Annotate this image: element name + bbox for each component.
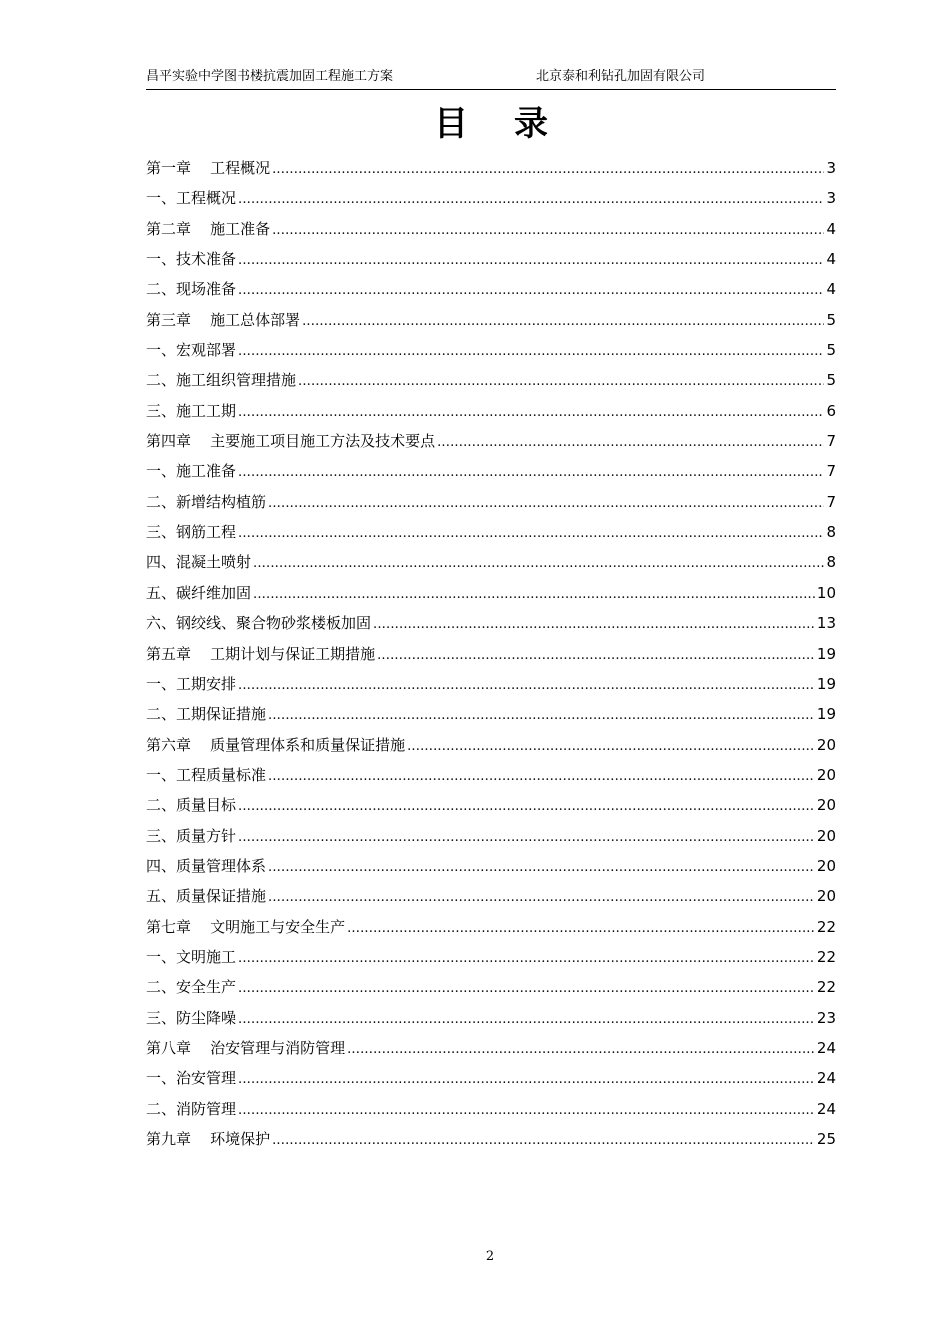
toc-entry-label: 一、工程概况	[146, 189, 237, 208]
toc-leader-dots	[268, 701, 815, 731]
toc-entry-label: 二、质量目标	[146, 796, 237, 815]
toc-leader-dots	[268, 853, 815, 883]
toc-leader-dots	[238, 337, 824, 367]
toc-entry-page: 4	[826, 250, 836, 269]
toc-entry-page: 22	[816, 978, 836, 997]
toc-leader-dots	[347, 914, 815, 944]
toc-leader-dots	[272, 216, 824, 246]
toc-entry-page: 20	[816, 765, 836, 784]
toc-leader-dots	[437, 428, 824, 458]
toc-leader-dots	[238, 519, 824, 549]
toc-leader-dots	[377, 641, 815, 671]
toc-leader-dots	[373, 610, 815, 640]
toc-leader-dots	[238, 1096, 815, 1126]
toc-entry-label: 一、文明施工	[146, 947, 237, 966]
toc-entry-label: 五、碳纤维加固	[146, 583, 252, 602]
toc-leader-dots	[268, 762, 815, 792]
toc-leader-dots	[347, 1035, 815, 1065]
toc-entry[interactable]	[146, 608, 836, 638]
toc-entry[interactable]	[146, 426, 836, 456]
toc-entry[interactable]	[146, 517, 836, 547]
toc-title: 目录	[434, 104, 594, 144]
toc-entry-label: 二、现场准备	[146, 280, 237, 299]
toc-entry[interactable]	[146, 1094, 836, 1124]
toc-entry-page: 20	[816, 887, 836, 906]
page-header	[146, 67, 836, 90]
toc-entry-label: 二、消防管理	[146, 1099, 237, 1118]
toc-entry-page: 19	[816, 674, 836, 693]
toc-entry[interactable]	[146, 487, 836, 517]
toc-entry-label: 第一章 工程概况	[146, 159, 271, 177]
toc-entry-page: 8	[826, 523, 836, 542]
toc-entry[interactable]	[146, 153, 836, 183]
toc-entry-label: 二、施工组织管理措施	[146, 371, 297, 390]
toc-leader-dots	[268, 489, 824, 519]
toc-entry[interactable]	[146, 335, 836, 365]
toc-leader-dots	[272, 1126, 815, 1156]
toc-entry-page: 8	[826, 553, 836, 572]
toc-leader-dots	[298, 367, 824, 397]
toc-leader-dots	[253, 580, 815, 610]
toc-leader-dots	[238, 246, 824, 276]
toc-entry[interactable]	[146, 1124, 836, 1154]
toc-leader-dots	[238, 944, 815, 974]
toc-leader-dots	[407, 732, 815, 762]
toc-entry-label: 二、新增结构植筋	[146, 492, 267, 511]
toc-entry[interactable]	[146, 790, 836, 820]
toc-entry-page: 24	[816, 1038, 836, 1057]
toc-entry-label: 第八章 治安管理与消防管理	[146, 1038, 346, 1057]
toc-leader-dots	[238, 1065, 815, 1095]
toc-entry[interactable]	[146, 639, 836, 669]
toc-entry[interactable]	[146, 305, 836, 335]
toc-leader-dots	[238, 458, 824, 488]
toc-entry[interactable]	[146, 547, 836, 577]
toc-entry[interactable]	[146, 669, 836, 699]
toc-entry-label: 一、施工准备	[146, 462, 237, 481]
toc-leader-dots	[238, 974, 815, 1004]
toc-entry-label: 三、防尘降噪	[146, 1008, 237, 1027]
toc-leader-dots	[238, 792, 815, 822]
toc-entry-label: 三、钢筋工程	[146, 523, 237, 542]
toc-entry-label: 第六章 质量管理体系和质量保证措施	[146, 735, 406, 754]
toc-entry[interactable]	[146, 972, 836, 1002]
toc-entry[interactable]	[146, 365, 836, 395]
toc-entry-page: 22	[816, 947, 836, 966]
toc-leader-dots	[238, 276, 824, 306]
table-of-contents	[146, 153, 836, 1154]
toc-entry[interactable]	[146, 699, 836, 729]
toc-entry-page: 7	[826, 492, 836, 511]
toc-entry[interactable]	[146, 851, 836, 881]
toc-entry[interactable]	[146, 1003, 836, 1033]
toc-entry-page: 20	[816, 735, 836, 754]
toc-leader-dots	[238, 398, 824, 428]
toc-leader-dots	[253, 549, 824, 579]
toc-entry-page: 20	[816, 856, 836, 875]
toc-entry-label: 二、工期保证措施	[146, 705, 267, 724]
toc-entry[interactable]	[146, 578, 836, 608]
toc-entry-page: 5	[826, 341, 836, 360]
toc-entry-page: 10	[816, 583, 836, 602]
toc-entry-label: 六、钢绞线、聚合物砂浆楼板加固	[146, 614, 372, 633]
toc-entry-page: 24	[816, 1069, 836, 1088]
page-number: 2	[485, 1249, 495, 1264]
toc-leader-dots	[238, 1005, 815, 1035]
toc-entry-label: 第三章 施工总体部署	[146, 310, 301, 329]
toc-entry-label: 第四章 主要施工项目施工方法及技术要点	[146, 432, 436, 451]
header-project-title: 昌平实验中学图书楼抗震加固工程施工方案	[146, 69, 394, 84]
toc-entry-page: 20	[816, 826, 836, 845]
toc-entry-page: 22	[816, 917, 836, 936]
toc-entry[interactable]	[146, 730, 836, 760]
toc-entry-page: 13	[816, 614, 836, 633]
toc-entry-page: 24	[816, 1099, 836, 1118]
toc-entry[interactable]	[146, 214, 836, 244]
toc-entry-page: 7	[826, 432, 836, 451]
toc-entry-label: 四、混凝土喷射	[146, 553, 252, 572]
toc-entry-page: 5	[826, 310, 836, 329]
toc-entry-label: 第七章 文明施工与安全生产	[146, 917, 346, 936]
toc-entry[interactable]	[146, 396, 836, 426]
toc-entry-label: 一、工期安排	[146, 674, 237, 693]
toc-entry-label: 第五章 工期计划与保证工期措施	[146, 644, 376, 663]
toc-entry-page: 5	[826, 371, 836, 390]
toc-leader-dots	[238, 185, 824, 215]
toc-entry[interactable]	[146, 183, 836, 213]
toc-entry[interactable]	[146, 821, 836, 851]
toc-entry-page: 20	[816, 796, 836, 815]
toc-entry-page: 3	[826, 189, 836, 208]
toc-entry[interactable]	[146, 456, 836, 486]
toc-entry-label: 三、施工工期	[146, 401, 237, 420]
toc-entry-label: 五、质量保证措施	[146, 887, 267, 906]
toc-entry[interactable]	[146, 244, 836, 274]
toc-entry[interactable]	[146, 760, 836, 790]
toc-leader-dots	[238, 823, 815, 853]
toc-entry-label: 三、质量方针	[146, 826, 237, 845]
toc-entry[interactable]	[146, 881, 836, 911]
toc-entry-page: 4	[826, 219, 836, 238]
toc-leader-dots	[268, 883, 815, 913]
toc-entry-label: 第九章 环境保护	[146, 1130, 271, 1148]
toc-leader-dots	[238, 671, 815, 701]
header-company-name: 北京泰和利钻孔加固有限公司	[536, 69, 706, 84]
toc-entry-page: 19	[816, 644, 836, 663]
toc-entry-page: 4	[826, 280, 836, 299]
toc-leader-dots	[302, 307, 824, 337]
toc-entry[interactable]	[146, 942, 836, 972]
toc-entry-page: 25	[816, 1130, 836, 1148]
toc-entry[interactable]	[146, 1033, 836, 1063]
toc-entry-page: 6	[826, 401, 836, 420]
toc-entry-page: 19	[816, 705, 836, 724]
toc-entry-label: 一、宏观部署	[146, 341, 237, 360]
toc-entry-page: 23	[816, 1008, 836, 1027]
toc-entry-label: 四、质量管理体系	[146, 856, 267, 875]
toc-entry-label: 一、工程质量标准	[146, 765, 267, 784]
toc-entry[interactable]	[146, 1063, 836, 1093]
toc-entry-label: 二、安全生产	[146, 978, 237, 997]
toc-entry-label: 一、技术准备	[146, 250, 237, 269]
toc-entry-page: 3	[826, 159, 836, 177]
toc-entry-page: 7	[826, 462, 836, 481]
toc-entry[interactable]	[146, 912, 836, 942]
toc-leader-dots	[272, 155, 824, 185]
toc-entry-label: 第二章 施工准备	[146, 219, 271, 238]
toc-entry[interactable]	[146, 274, 836, 304]
toc-entry-label: 一、治安管理	[146, 1069, 237, 1088]
